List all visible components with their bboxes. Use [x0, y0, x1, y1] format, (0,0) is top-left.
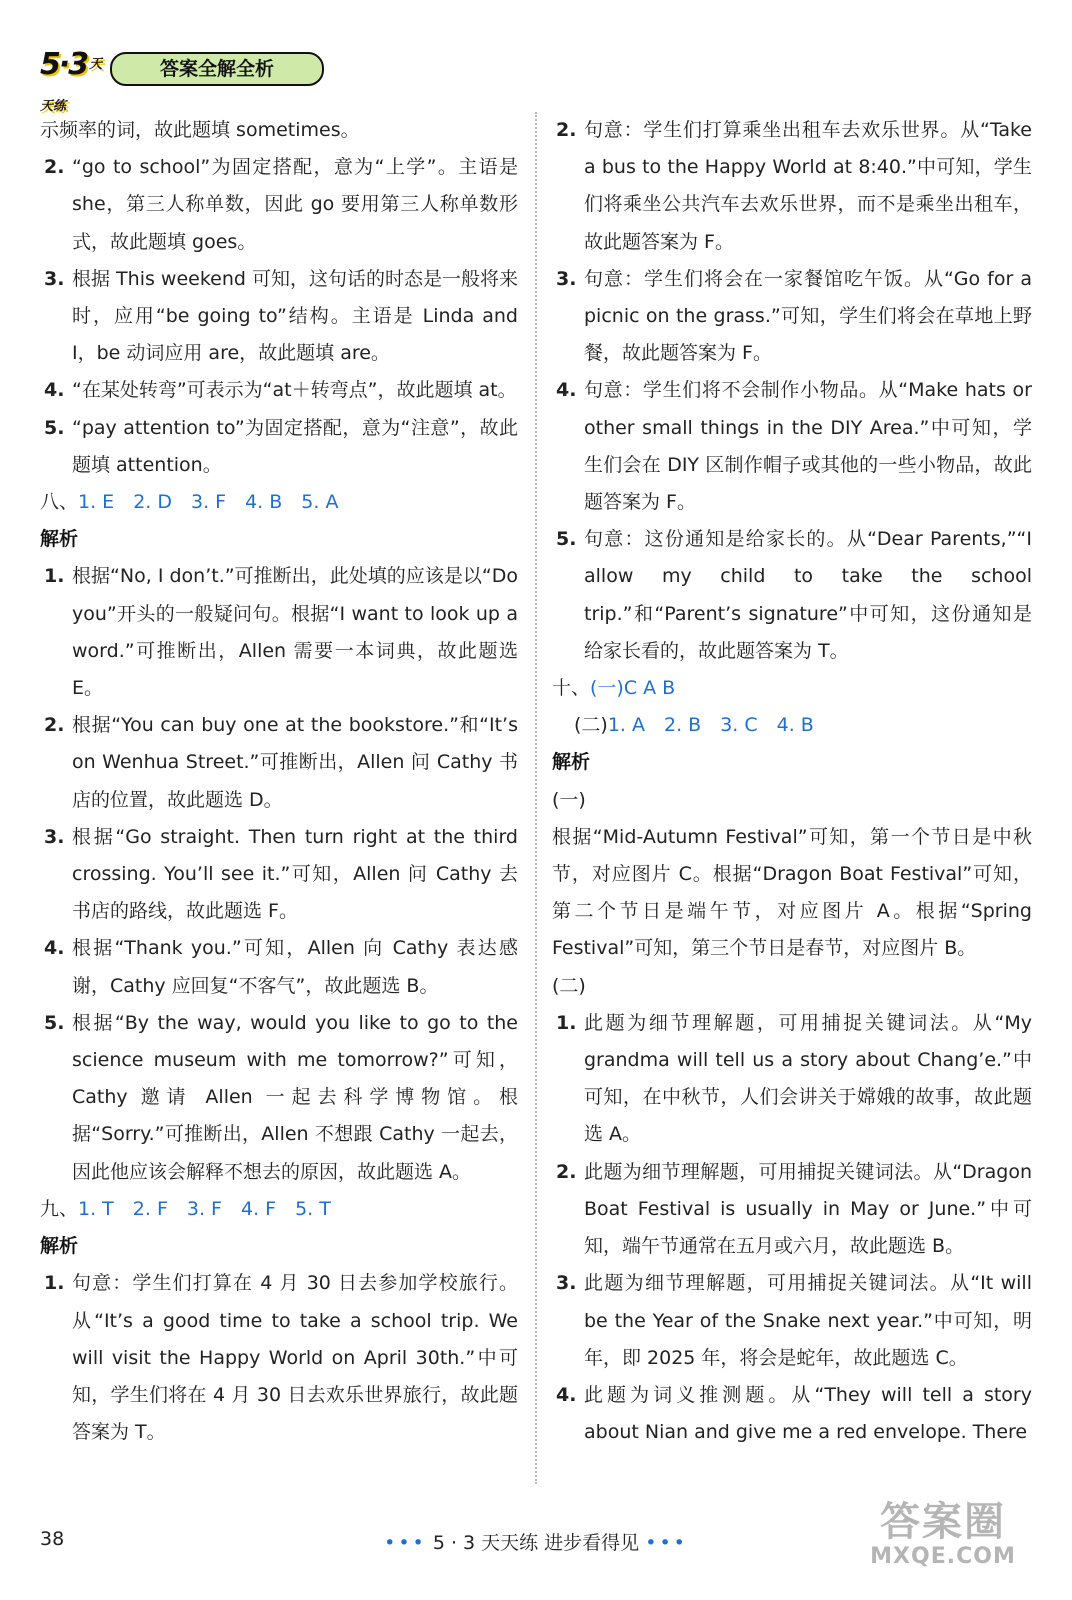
list-item: 5. 根据“By the way, would you like to go to the science museum with me tomorrow?”可知，Cathy 邀请 Allen 一起去科学博物馆。根据“Sorry.”可推断出，Allen 不想跟 Cathy 一起去，因此他应该会解释不想去的原因，故此题选 A。: [44, 1011, 518, 1183]
page-number: 38: [40, 1528, 65, 1550]
intro-line: 示频率的词，故此题填 sometimes。: [40, 119, 360, 141]
list-item: 1. 此题为细节理解题，可用捕捉关键词法。从“My grandma will tell us a story about Chang’e.”中可知，在中秋节，人们会讲关于嫦娥的故事，故此题选 A。: [556, 1011, 1032, 1146]
list-item: 1. 根据“No, I don’t.”可推断出，此处填的应该是以“Do you”开头的一般疑问句。根据“I want to look up a word.”可推断出，Allen 需要一本词典，故此题选 E。: [44, 565, 518, 700]
subsection-1-text: 根据“Mid-Autumn Festival”可知，第一个节日是中秋节，对应图片 C。根据“Dragon Boat Festival”可知，第二个节日是端午节，对应图片 A。根据“Spring Festival”可知，第三个节日是春节，对应图片 B。: [552, 825, 1032, 960]
section-10-sub-answers: (二)1. A 2. B 3. C 4. B: [574, 714, 814, 737]
list-item: 5. 句意：这份通知是给家长的。从“Dear Parents,”“I allow my child to take the school trip.”和“Parent’s signature”中可知，这份通知是给家长看的，故此题答案为 T。: [556, 528, 1032, 662]
header-title-pill: 答案全解全析: [110, 52, 324, 86]
list-item: 5. “pay attention to”为固定搭配，意为“注意”，故此题填 attention。: [44, 416, 518, 476]
section-9-answers: 九、1. T 2. F 3. F 4. F 5. T: [40, 1197, 331, 1220]
footer-slogan: ••• 5 · 3 天天练 进步看得见 •••: [384, 1532, 688, 1554]
list-item: 3. 根据 This weekend 可知，这句话的时态是一般将来时，应用“be going to”结构。主语是 Linda and I，be 动词应用 are，故此题填 are。: [44, 267, 518, 365]
list-item: 2. 句意：学生们打算乘坐出租车去欢乐世界。从“Take a bus to the Happy World at 8:40.”中可知，学生们将乘坐公共汽车去欢乐世界，而不是乘坐出租车，故此题答案为 F。: [556, 119, 1032, 253]
analysis-label: 解析: [40, 528, 79, 551]
list-item: 3. 此题为细节理解题，可用捕捉关键词法。从“It will be the Year of the Snake next year.”中可知，明年，即 2025 年，将会是蛇年，故此题选 C。: [556, 1272, 1032, 1369]
analysis-label: 解析: [552, 751, 591, 774]
list-item: 4. 根据“Thank you.”可知，Allen 向 Cathy 表达感谢，Cathy 应回复“不客气”，故此题选 B。: [44, 937, 518, 997]
list-item: 4. 此题为词义推测题。从“They will tell a story about Nian and give me a red envelope. There: [556, 1383, 1032, 1444]
subsection-2-label: (二): [552, 974, 586, 997]
list-item: 3. 根据“Go straight. Then turn right at the third crossing. You’ll see it.”可知，Allen 问 Cathy 去书店的路线，故此题选 F。: [44, 825, 518, 923]
list-item: 2. 此题为细节理解题，可用捕捉关键词法。从“Dragon Boat Festival is usually in May or June.”中可知，端午节通常在五月或六月，故此题选 B。: [556, 1160, 1032, 1258]
list-item: 4. “在某处转弯”可表示为“at＋转弯点”，故此题填 at。: [44, 379, 517, 402]
list-item: 1. 句意：学生们打算在 4 月 30 日去参加学校旅行。从“It’s a good time to take a school trip. We will visit the Happy World on April 30th.”中可知，学生们将在 4 月 30 日去欢乐世界旅行，故此题答案为 T。: [44, 1272, 518, 1444]
section9-items: [552, 112, 1032, 670]
page-header: [40, 40, 340, 114]
section8-items: [40, 558, 518, 1190]
analysis-label: 解析: [40, 1235, 79, 1258]
list-item: 4. 句意：学生们将不会制作小物品。从“Make hats or other small things in the DIY Area.”中可知，学生们会在 DIY 区制作帽子或其他的一些小物品，故此题答案为 F。: [556, 379, 1032, 514]
section7-items: [40, 149, 518, 484]
list-item: 3. 句意：学生们将会在一家餐馆吃午饭。从“Go for a picnic on the grass.”可知，学生们将会在草地上野餐，故此题答案为 F。: [556, 267, 1032, 365]
list-item: 2. “go to school”为固定搭配，意为“上学”。主语是 she，第三人称单数，因此 go 要用第三人称单数形式，故此题填 goes。: [44, 156, 518, 253]
left-column: [40, 112, 518, 1451]
watermark: 答案圈 MXQE.COM: [870, 1499, 1016, 1569]
section-8-answers: 八、1. E 2. D 3. F 4. B 5. A: [40, 491, 339, 514]
column-divider: [535, 112, 537, 1484]
subsection-1-label: (一): [552, 788, 586, 811]
right-column: [552, 112, 1032, 1451]
section-10-answers: 十、(一)C A B: [552, 677, 676, 700]
list-item: 2. 根据“You can buy one at the bookstore.”和“It’s on Wenhua Street.”可推断出，Allen 问 Cathy 书店的位置，故此题选 D。: [44, 714, 518, 811]
brand-logo: 5·3 天天练: [40, 47, 103, 114]
section10-items: [552, 1005, 1032, 1451]
